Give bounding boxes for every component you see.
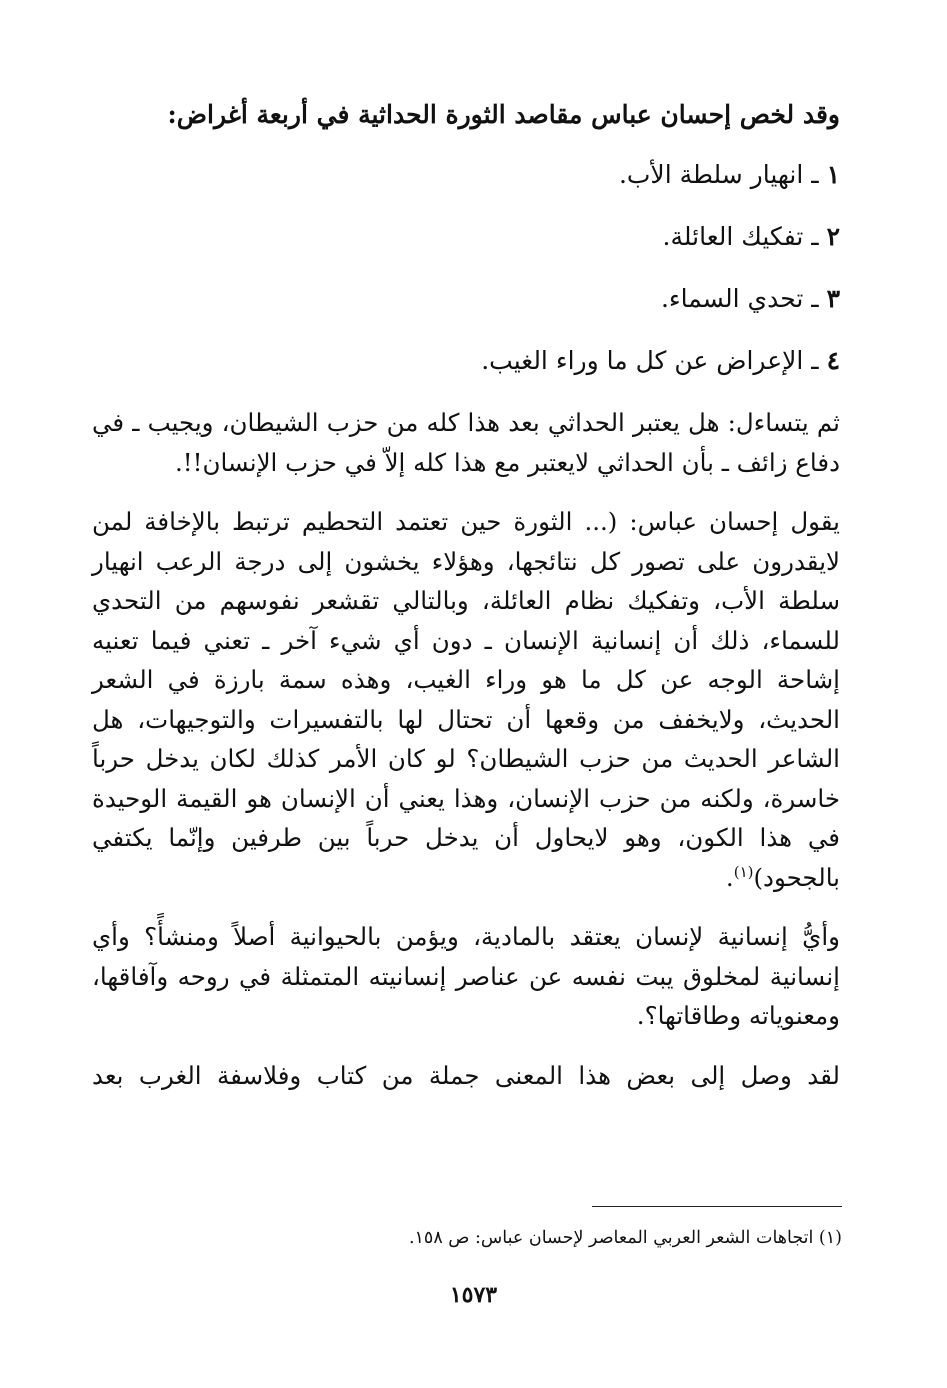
list-item-2 bbox=[92, 217, 840, 257]
footnote: (١) اتجاهات الشعر العربي المعاصر لإحسان عباس: ص ١٥٨. bbox=[408, 1228, 842, 1248]
footnote-divider bbox=[592, 1206, 842, 1207]
page-heading: وقد لخص إحسان عباس مقاصد الثورة الحداثية في أربعة أغراض: bbox=[167, 100, 840, 129]
list-item-1 bbox=[92, 155, 840, 195]
list-text: ـ انهيار سلطة الأب. bbox=[618, 160, 819, 189]
list-text: ـ تفكيك العائلة. bbox=[662, 222, 819, 251]
list-item-4 bbox=[92, 341, 840, 381]
paragraph-humanity: وأيُّ إنسانية لإنسان يعتقد بالمادية، ويؤمن بالحيوانية أصلاً ومنشأً؟ وأي إنسانية لمخلوق يبت نفسه عن عناصر إنسانيته المتمثلة في روحه وآفاقها، ومعنوياته وطاقاتها؟. bbox=[92, 922, 840, 1030]
list-number: ٣ bbox=[826, 284, 840, 313]
page-number: ١٥٧٣ bbox=[449, 1282, 498, 1308]
footnote-reference: (١) bbox=[733, 862, 754, 881]
list-text: ـ الإعراض عن كل ما وراء الغيب. bbox=[481, 346, 819, 375]
quote-end: . bbox=[725, 862, 734, 892]
paragraph-question: ثم يتساءل: هل يعتبر الحداثي بعد هذا كله من حزب الشيطان، ويجيب ـ في دفاع زائف ـ بأن الحداثي لايعتبر مع هذا كله إلاّ في حزب الإنسان!!. bbox=[92, 408, 840, 477]
list-text: ـ تحدي السماء. bbox=[660, 284, 819, 313]
paragraph-continued: لقد وصل إلى بعض هذا المعنى جملة من كتاب وفلاسفة الغرب بعد bbox=[92, 1060, 840, 1090]
list-number: ١ bbox=[826, 160, 840, 189]
list-number: ٤ bbox=[826, 346, 840, 375]
quote-text: يقول إحسان عباس: (... الثورة حين تعتمد التحطيم ترتبط بالإخافة لمن لايقدرون على تصور كل نتائجها، وهؤلاء يخشون إلى درجة الرعب انهيار سلطة الأب، وتفكيك نظام العائلة، وبالتالي تقشعر نفوسهم من التحدي للسماء، ذلك أن إنسانية الإنسان ـ دون أي شيء آخر ـ تعني فيما تعنيه إشاحة الوجه عن كل ما هو وراء الغيب، وهذه سمة بارزة في الشعر الحديث، ولايخفف من وقعها أن تحتال لها بالتفسيرات والتوجيهات، هل الشاعر الحديث من حزب الشيطان؟ لو كان الأمر كذلك لكان يدخل حرباً خاسرة، ولكنه من حزب الإنسان، وهذا يعني أن الإنسان هو القيمة الوحيدة في هذا الكون، وهو لايحاول أن يدخل حرباً بين طرفين وإنّما يكتفي بالجحود) bbox=[92, 507, 840, 892]
page-body bbox=[92, 95, 840, 1115]
list-number: ٢ bbox=[826, 222, 840, 251]
list-item-3 bbox=[92, 279, 840, 319]
paragraph-quote bbox=[92, 502, 840, 897]
